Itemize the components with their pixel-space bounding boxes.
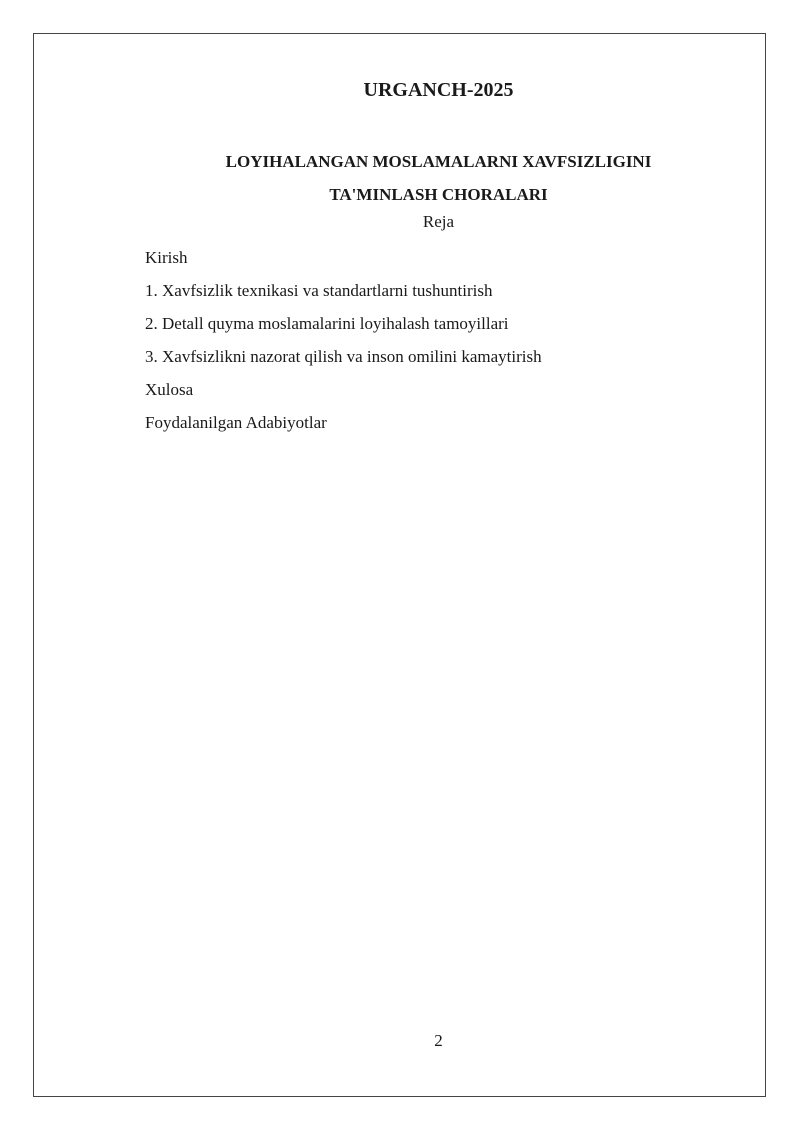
plan-item-3: 3. Xavfsizlikni nazorat qilish va inson omilini kamaytirish — [145, 347, 542, 366]
plan-heading: Reja — [422, 212, 455, 231]
document-title-line-2: TA'MINLASH CHORALARI — [329, 185, 548, 204]
plan-item-references: Foydalanilgan Adabiyotlar — [145, 413, 327, 432]
plan-list — [145, 241, 732, 439]
plan-item-1: 1. Xavfsizlik texnikasi va standartlarni tushuntirish — [145, 281, 493, 300]
plan-item-introduction: Kirish — [145, 248, 188, 267]
document-title — [145, 145, 732, 211]
plan-item-conclusion: Xulosa — [145, 380, 194, 399]
city-year-heading: URGANCH-2025 — [363, 79, 514, 101]
plan-item-2: 2. Detall quyma moslamalarini loyihalash tamoyillari — [145, 314, 509, 333]
page-number: 2 — [434, 1031, 443, 1050]
document-title-line-1: LOYIHALANGAN MOSLAMALARNI XAVFSIZLIGINI — [225, 152, 652, 171]
